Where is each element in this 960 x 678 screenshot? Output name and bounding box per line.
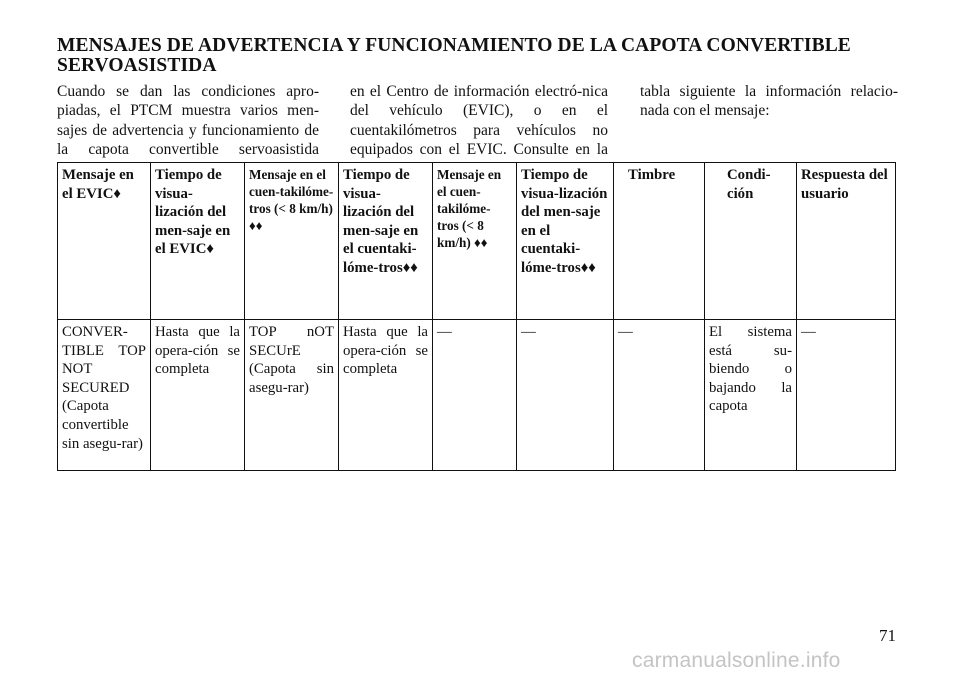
intro-paragraph-col2: en el Centro de información electró-nica del vehículo (EVIC), o en el cuentakilómetros para vehículos no equipados con el EVIC. Consulte en la xyxy=(350,83,608,159)
header-chime: Timbre xyxy=(614,163,705,320)
cell-odometer-display-time: Hasta que la opera-ción se completa xyxy=(339,320,433,471)
header-evic-display-time: Tiempo de visua-lización del men-saje en el EVIC♦ xyxy=(151,163,245,320)
cell-user-response: — xyxy=(797,320,896,471)
watermark: carmanualsonline.info xyxy=(632,649,841,672)
header-condition: Condi-ción xyxy=(705,163,797,320)
intro-paragraph-col3: tabla siguiente la información relacio-nada con el mensaje: xyxy=(640,83,898,120)
table-row xyxy=(58,320,896,471)
cell-evic-display-time: Hasta que la opera-ción se completa xyxy=(151,320,245,471)
cell-chime: — xyxy=(614,320,705,471)
cell-odometer-message-2: — xyxy=(433,320,517,471)
table-header-row xyxy=(58,163,896,320)
cell-condition: El sistema está su-biendo o bajando la capota xyxy=(705,320,797,471)
cell-odometer-display-time-2: — xyxy=(517,320,614,471)
cell-evic-message: CONVER-TIBLE TOP NOT SECURED (Capota convertible sin asegu-rar) xyxy=(58,320,151,471)
cell-odometer-message: TOP nOT SECUrE (Capota sin asegu-rar) xyxy=(245,320,339,471)
header-odometer-message-2: Mensaje en el cuen-takilóme-tros (< 8 km/h) ♦♦ xyxy=(433,163,517,320)
intro-paragraph-col1: Cuando se dan las condiciones apro-piadas, el PTCM muestra varios men-sajes de advertencia y funcionamiento de la capota convertible servoasistida xyxy=(57,83,319,159)
section-title: MENSAJES DE ADVERTENCIA Y FUNCIONAMIENTO DE LA CAPOTA CONVERTIBLE SERVOASISTIDA xyxy=(57,35,851,76)
page-number: 71 xyxy=(879,626,896,645)
header-user-response: Respuesta del usuario xyxy=(797,163,896,320)
header-odometer-display-time-2: Tiempo de visua-lización del men-saje en el cuentaki-lóme-tros♦♦ xyxy=(517,163,614,320)
messages-table xyxy=(57,162,896,471)
header-odometer-message: Mensaje en el cuen-takilóme-tros (< 8 km/h) ♦♦ xyxy=(245,163,339,320)
header-odometer-display-time: Tiempo de visua-lización del men-saje en el cuentaki-lóme-tros♦♦ xyxy=(339,163,433,320)
header-evic-message: Mensaje en el EVIC♦ xyxy=(58,163,151,320)
